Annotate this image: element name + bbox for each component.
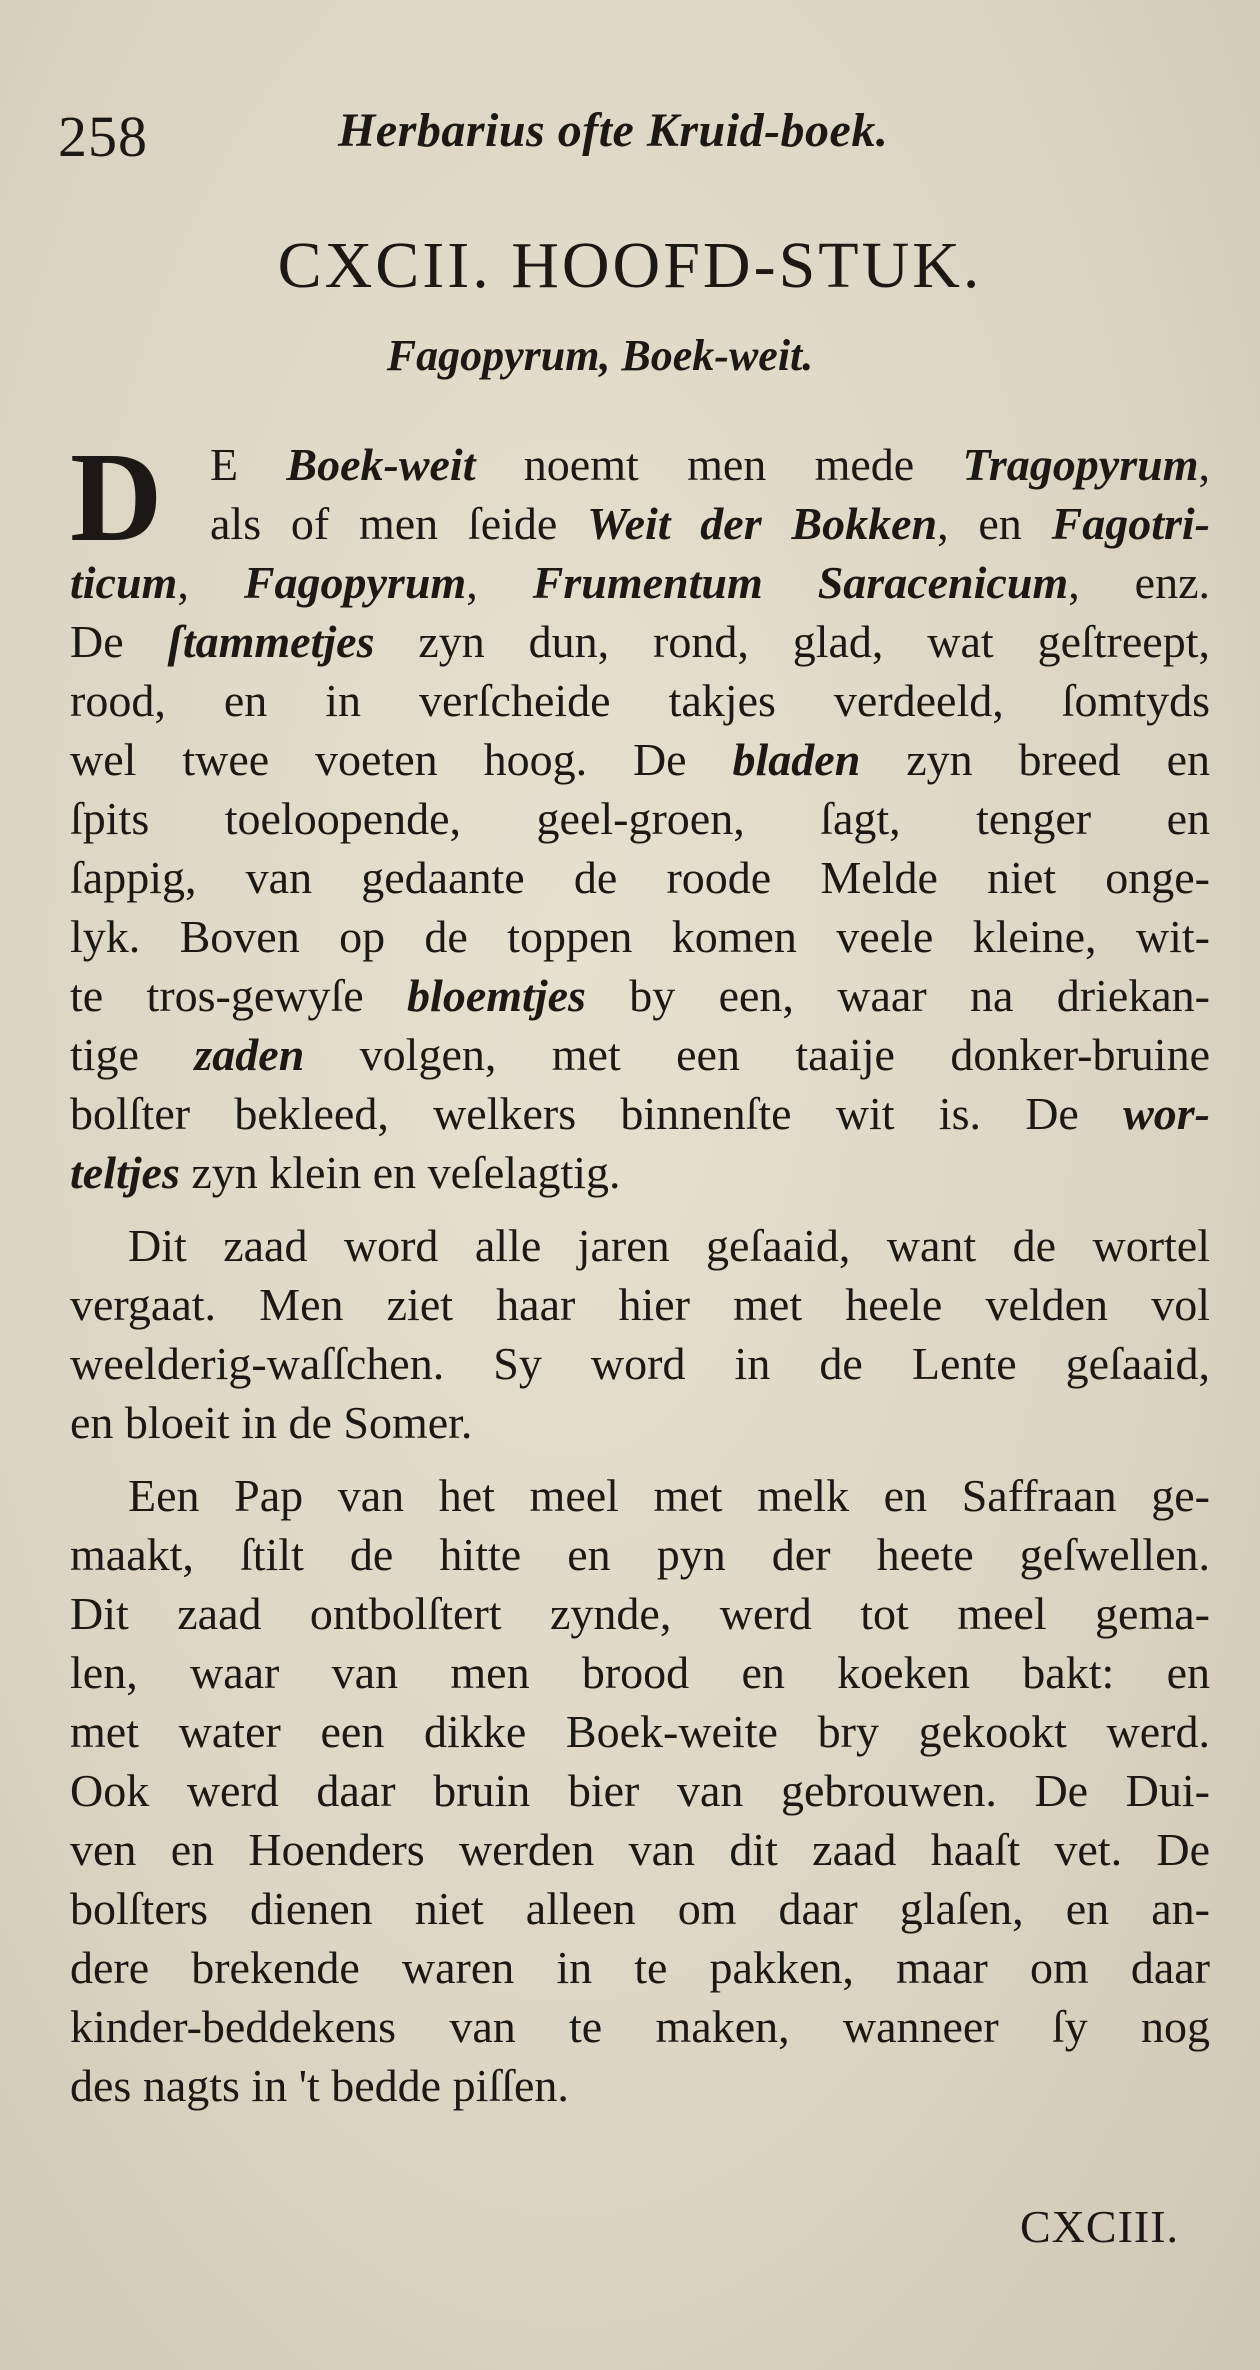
text-line: Dit zaad word alle jaren geſaaid, want de wortel [128, 1220, 1210, 1271]
text-line [70, 789, 1210, 848]
text-run: ſpits toeloopende, geel-groen, ſagt, tenger en [70, 793, 1210, 844]
text-run: zyn klein en veſelagtig. [179, 1147, 621, 1198]
text-line: ven en Hoenders werden van dit zaad haaſt vet. De [70, 1824, 1210, 1875]
italic-term: Fagotri- [1051, 498, 1210, 549]
text-line [70, 553, 1210, 612]
text-line [70, 848, 1210, 907]
italic-term: Frumentum Saracenicum [532, 557, 1069, 608]
text-run: De [70, 616, 168, 667]
italic-term: zaden [194, 1029, 305, 1080]
text-run: volgen, met een taaije donker-bruine [304, 1029, 1210, 1080]
text-line: maakt, ſtilt de hitte en pyn der heete geſwellen. [70, 1529, 1210, 1580]
text-line [70, 612, 1210, 671]
italic-term: bloemtjes [407, 970, 586, 1021]
text-line: Dit zaad ontbolſtert zynde, werd tot meel gema- [70, 1588, 1210, 1639]
text-run: wel twee voeten hoog. De [70, 734, 733, 785]
text-line: Ook werd daar bruin bier van gebrouwen. De Dui- [70, 1765, 1210, 1816]
text-line: Een Pap van het meel met melk en Saffraan ge- [128, 1470, 1210, 1521]
text-line: des nagts in 't bedde piſſen. [70, 2060, 569, 2111]
text-line [70, 494, 1210, 553]
text-run: , enz. [1068, 557, 1210, 608]
catchword: CXCIII. [1020, 2201, 1180, 2252]
text-run: te tros-gewyſe [70, 970, 408, 1021]
text-run: tige [70, 1029, 195, 1080]
text-line: kinder-beddekens van te maken, wanneer ſy nog [70, 2001, 1210, 2052]
text-run: lyk. Boven op de toppen komen veele kleine, wit- [70, 911, 1210, 962]
running-head: Herbarius ofte Kruid-boek. [338, 104, 889, 157]
text-line: vergaat. Men ziet haar hier met heele velden vol [70, 1279, 1210, 1330]
text-run: als of men ſeide [210, 498, 588, 549]
page-header [58, 95, 1198, 175]
text-line: bolſters dienen niet alleen om daar glaſen, en an- [70, 1883, 1210, 1934]
text-run: , [177, 557, 244, 608]
text-line [70, 966, 1210, 1025]
text-line: met water een dikke Boek-weite bry gekookt werd. [70, 1706, 1210, 1757]
italic-term: teltjes [70, 1147, 180, 1198]
text-line [70, 907, 1210, 966]
text-line: en bloeit in de Somer. [70, 1397, 473, 1448]
text-line [70, 435, 1210, 494]
italic-term: wor- [1123, 1088, 1210, 1139]
body-text [70, 426, 1210, 2115]
text-run: , [466, 557, 533, 608]
text-line [70, 671, 1210, 730]
text-run: noemt men mede [475, 439, 963, 490]
text-line [70, 730, 1210, 789]
chapter-title: CXCII. HOOFD-STUK. [277, 229, 983, 302]
drop-cap: D [70, 426, 163, 568]
paragraph-2 [70, 1216, 1210, 1452]
paragraph-1 [70, 426, 1210, 1202]
page-number: 258 [58, 104, 148, 169]
italic-term: Fagopyrum [243, 557, 467, 608]
text-run: by een, waar na driekan- [585, 970, 1210, 1021]
italic-term: ticum [70, 557, 178, 608]
italic-term: bladen [732, 734, 861, 785]
text-line: dere brekende waren in te pakken, maar om daar [70, 1942, 1210, 1993]
text-line [70, 1143, 1210, 1202]
italic-term: Weit der Bokken [587, 498, 938, 549]
text-run: ſappig, van gedaante de roode Melde niet onge- [70, 852, 1210, 903]
text-line [70, 1084, 1210, 1143]
chapter-subtitle: Fagopyrum, Boek-weit. [386, 331, 814, 380]
italic-term: Tragopyrum [962, 439, 1199, 490]
text-run: zyn dun, rond, glad, wat geſtreept, [374, 616, 1210, 667]
text-run: , [1198, 439, 1210, 490]
text-run: zyn breed en [860, 734, 1210, 785]
text-run: rood, en in verſcheide takjes verdeeld, ſomtyds [70, 675, 1210, 726]
text-line: weelderig-waſſchen. Sy word in de Lente geſaaid, [70, 1338, 1210, 1389]
italic-term: Boek-weit [286, 439, 476, 490]
italic-term: ſtammetjes [167, 616, 375, 667]
text-run: , en [937, 498, 1052, 549]
text-line [70, 1025, 1210, 1084]
text-run: E [210, 439, 287, 490]
text-line: len, waar van men brood en koeken bakt: en [70, 1647, 1210, 1698]
text-run: bolſter bekleed, welkers binnenſte wit is. De [70, 1088, 1124, 1139]
paragraph-3 [70, 1466, 1210, 2115]
